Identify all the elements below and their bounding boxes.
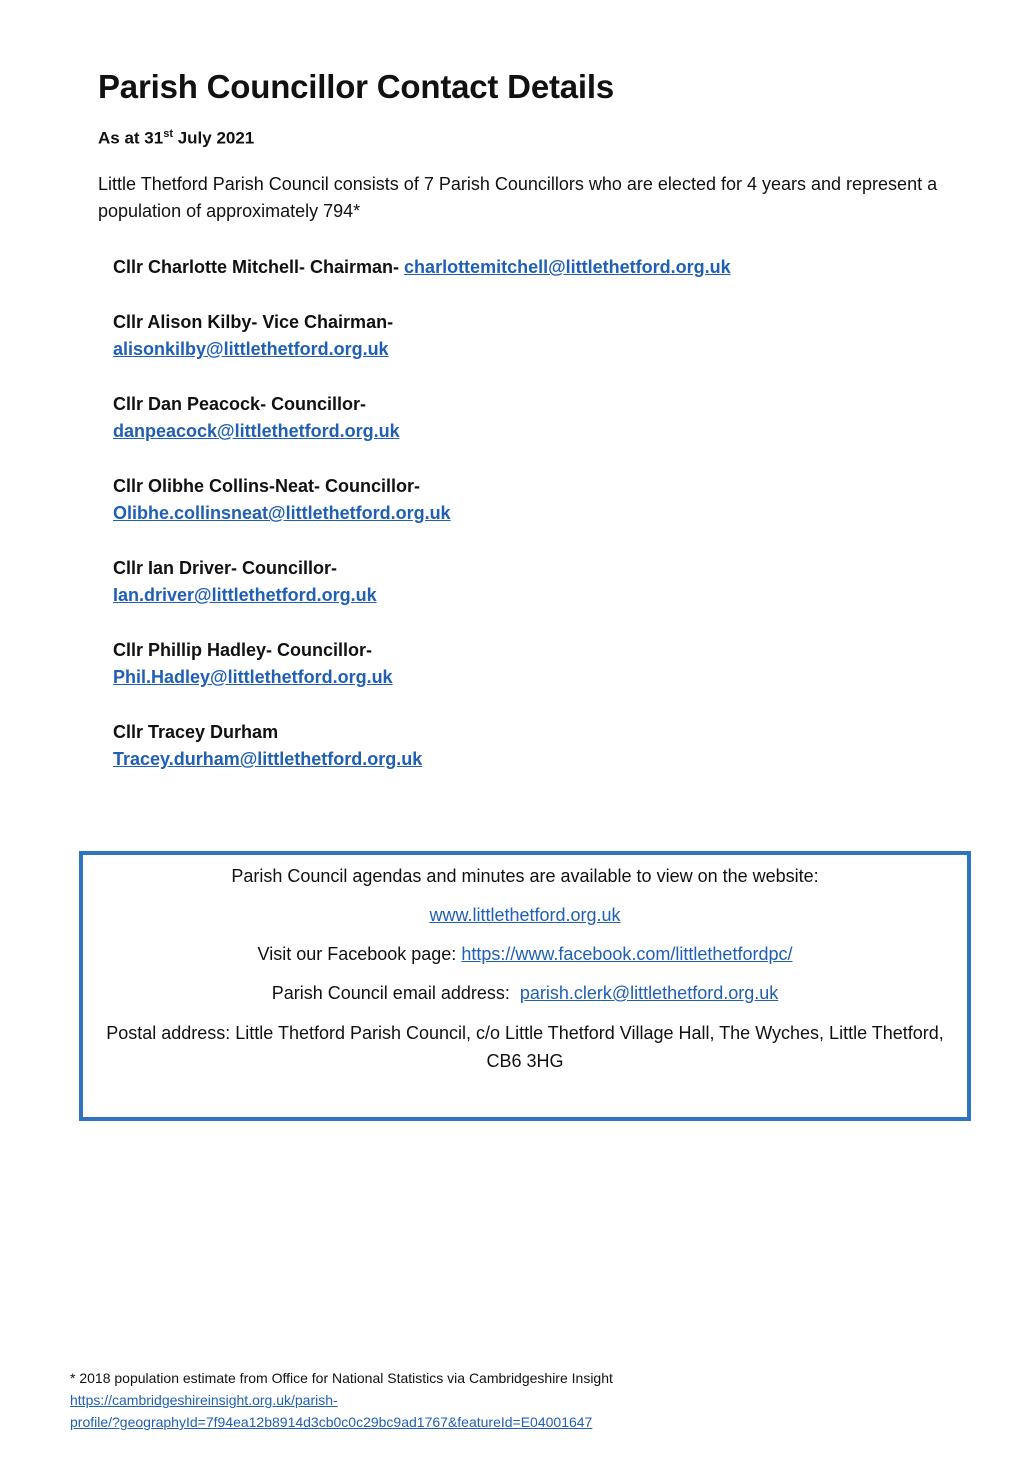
footnote — [70, 1367, 950, 1433]
postal-address: Postal address: Little Thetford Parish Council, c/o Little Thetford Village Hall, The Wyches, Little Thetford, CB6 3HG — [106, 1023, 944, 1071]
info-box — [79, 851, 971, 1121]
email-line — [83, 980, 967, 1007]
councillor-email-link[interactable]: Phil.Hadley@littlethetford.org.uk — [113, 667, 393, 687]
councillor-name: Cllr Olibhe Collins-Neat- Councillor- — [113, 476, 421, 496]
website-line — [83, 902, 967, 929]
councillor-email-link[interactable]: charlottemitchell@littlethetford.org.uk — [404, 257, 731, 277]
councillor-entry — [113, 309, 973, 391]
councillor-name: Cllr Dan Peacock- Councillor- — [113, 394, 367, 414]
councillor-entry — [113, 391, 973, 473]
councillor-entry — [113, 555, 973, 637]
agendas-text: Parish Council agendas and minutes are available to view on the website: — [231, 866, 819, 886]
councillor-name: Cllr Tracey Durham — [113, 722, 279, 742]
councillor-list — [113, 254, 973, 801]
councillor-name: Cllr Phillip Hadley- Councillor- — [113, 640, 373, 660]
facebook-link[interactable]: https://www.facebook.com/littlethetfordpc/ — [461, 944, 793, 964]
as-at-date: As at 31st July 2021 — [98, 128, 255, 148]
page-title: Parish Councillor Contact Details — [98, 68, 615, 105]
intro-paragraph: Little Thetford Parish Council consists of 7 Parish Councillors who are elected for 4 years and represent a population of approximately 794* — [98, 174, 938, 221]
councillor-name: Cllr Charlotte Mitchell- Chairman- — [113, 257, 405, 277]
councillor-name: Cllr Ian Driver- Councillor- — [113, 558, 338, 578]
facebook-label: Visit our Facebook page: — [257, 944, 462, 964]
councillor-email-link[interactable]: Olibhe.collinsneat@littlethetford.org.uk — [113, 503, 451, 523]
councillor-entry — [113, 637, 973, 719]
councillor-entry — [113, 254, 973, 309]
councillor-email-link[interactable]: alisonkilby@littlethetford.org.uk — [113, 339, 389, 359]
website-link[interactable]: www.littlethetford.org.uk — [429, 905, 621, 925]
councillor-email-link[interactable]: Tracey.durham@littlethetford.org.uk — [113, 749, 423, 769]
clerk-email-link[interactable]: parish.clerk@littlethetford.org.uk — [519, 983, 779, 1003]
councillor-entry — [113, 473, 973, 555]
footnote-text: * 2018 population estimate from Office for National Statistics via Cambridgeshire Insight — [70, 1370, 613, 1386]
facebook-line — [83, 941, 967, 968]
councillor-name: Cllr Alison Kilby- Vice Chairman- — [113, 312, 394, 332]
councillor-email-link[interactable]: Ian.driver@littlethetford.org.uk — [113, 585, 377, 605]
footnote-link[interactable]: https://cambridgeshireinsight.org.uk/parish- profile/?geographyId=7f94ea12b8914d3cb0c0c29bc9ad1767&featureId=E04001647 — [70, 1392, 593, 1430]
councillor-email-link[interactable]: danpeacock@littlethetford.org.uk — [113, 421, 400, 441]
councillor-entry — [113, 719, 973, 801]
email-label: Parish Council email address: — [271, 983, 520, 1003]
